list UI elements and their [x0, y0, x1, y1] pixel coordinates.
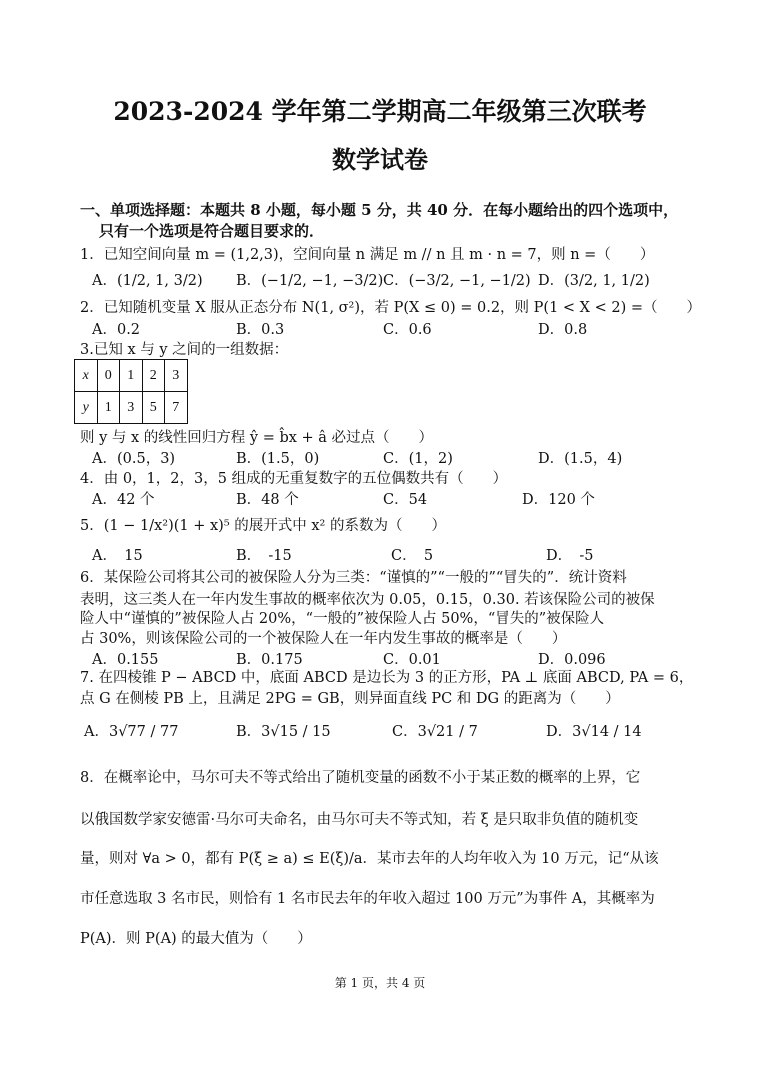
- q6-option-c: C．0.01: [383, 652, 441, 668]
- q8-line3: 量，则对 ∀a > 0，都有 P(ξ ≥ a) ≤ E(ξ)/a．某市去年的人均年收入为 10 万元，记“从该: [80, 851, 659, 867]
- q2-option-d: D．0.8: [538, 322, 588, 338]
- q1-option-a: A．(1/2, 1, 3/2): [92, 273, 203, 289]
- q4-stem: 4．由 0，1，2，3，5 组成的无重复数字的五位偶数共有（ ）: [80, 471, 508, 487]
- table-cell: 3: [165, 360, 188, 392]
- q6-line4: 占 30%，则该保险公司的一个被保险人在一年内发生事故的概率是（ ）: [80, 631, 567, 647]
- q1-option-b: B．(−1/2, −1, −3/2): [236, 273, 384, 289]
- table-cell: x: [75, 360, 98, 392]
- q3-option-c: C．(1，2): [383, 451, 453, 467]
- q1-option-c: C．(−3/2, −1, −1/2): [383, 273, 531, 289]
- table-cell: 7: [165, 392, 188, 424]
- exam-title: 2023-2024 学年第二学期高二年级第三次联考: [113, 97, 647, 126]
- q4-option-b: B．48 个: [236, 492, 299, 508]
- q7-option-b: B．3√15 / 15: [236, 724, 331, 740]
- q6-line3: 险人中“谨慎的”被保险人占 20%，“一般的”被保险人占 50%，“冒失的”被保险人: [80, 611, 605, 627]
- q7-option-a: A．3√77 / 77: [84, 724, 179, 740]
- q4-option-a: A．42 个: [92, 492, 155, 508]
- q2-option-c: C．0.6: [383, 322, 432, 338]
- q6-option-a: A．0.155: [92, 652, 159, 668]
- table-cell: 3: [120, 392, 143, 424]
- q2-stem: 2．已知随机变量 X 服从正态分布 N(1, σ²)，若 P(X ≤ 0) = 0.2，则 P(1 < X < 2) =（ ）: [80, 300, 701, 316]
- q7-option-d: D．3√14 / 14: [546, 724, 642, 740]
- q3-stem: 3.已知 x 与 y 之间的一组数据：: [80, 342, 289, 358]
- q1-option-d: D．(3/2, 1, 1/2): [538, 273, 650, 289]
- q1-stem: 1．已知空间向量 m = (1,2,3)，空间向量 n 满足 m // n 且 m · n = 7，则 n =（ ）: [80, 247, 655, 263]
- q6-line1: 6．某保险公司将其公司的被保险人分为三类：“谨慎的”“一般的”“冒失的”．统计资料: [80, 570, 627, 586]
- table-cell: 1: [97, 392, 120, 424]
- q3-data-table: [74, 359, 188, 424]
- table-cell: 0: [97, 360, 120, 392]
- q3-stem-2: 则 y 与 x 的线性回归方程 ŷ = b̂x + â 必过点（ ）: [80, 430, 434, 446]
- q6-line2: 表明，这三类人在一年内发生事故的概率依次为 0.05，0.15，0.30. 若该保险公司的被保: [80, 592, 655, 608]
- q2-option-a: A．0.2: [92, 322, 141, 338]
- q8-line1: 8．在概率论中，马尔可夫不等式给出了随机变量的函数不小于某正数的概率的上界，它: [80, 770, 641, 786]
- exam-subtitle: 数学试卷: [332, 145, 428, 174]
- table-cell: 1: [120, 360, 143, 392]
- q5-stem: 5．(1 − 1/x²)(1 + x)⁵ 的展开式中 x² 的系数为（ ）: [80, 518, 446, 534]
- section-heading: 一、单项选择题：本题共 8 小题，每小题 5 分，共 40 分．在每小题给出的四个选项中，: [80, 201, 679, 219]
- table-cell: 2: [142, 360, 165, 392]
- q3-option-a: A．(0.5，3): [92, 451, 176, 467]
- page-footer: 第 1 页，共 4 页: [334, 976, 426, 990]
- q5-option-a: A． 15: [92, 548, 143, 564]
- q8-line5: P(A)．则 P(A) 的最大值为（ ）: [80, 931, 312, 947]
- table-row: [75, 360, 188, 392]
- q8-line2: 以俄国数学家安德雷·马尔可夫命名，由马尔可夫不等式知，若 ξ 是只取非负值的随机变: [80, 812, 639, 828]
- q6-option-d: D．0.096: [538, 652, 606, 668]
- q3-option-d: D．(1.5，4): [538, 451, 623, 467]
- q8-line4: 市任意选取 3 名市民，则恰有 1 名市民去年的年收入超过 100 万元”为事件 A，其概率为: [80, 891, 655, 907]
- q4-option-c: C．54: [383, 492, 428, 508]
- table-cell: y: [75, 392, 98, 424]
- q5-option-c: C． 5: [391, 548, 434, 564]
- q5-option-d: D． -5: [546, 548, 594, 564]
- q4-option-d: D．120 个: [522, 492, 595, 508]
- q6-option-b: B．0.175: [236, 652, 303, 668]
- q7-option-c: C．3√21 / 7: [392, 724, 478, 740]
- q2-option-b: B．0.3: [236, 322, 285, 338]
- q3-option-b: B．(1.5，0): [236, 451, 320, 467]
- q7-line2: 点 G 在侧棱 PB 上，且满足 2PG = GB，则异面直线 PC 和 DG 的距离为（ ）: [80, 691, 620, 707]
- q5-option-b: B． -15: [236, 548, 292, 564]
- q7-line1: 7. 在四棱锥 P − ABCD 中，底面 ABCD 是边长为 3 的正方形，PA ⊥ 底面 ABCD, PA = 6，: [80, 670, 694, 686]
- section-heading-line2: 只有一个选项是符合题目要求的．: [99, 222, 325, 240]
- table-row: [75, 392, 188, 424]
- table-cell: 5: [142, 392, 165, 424]
